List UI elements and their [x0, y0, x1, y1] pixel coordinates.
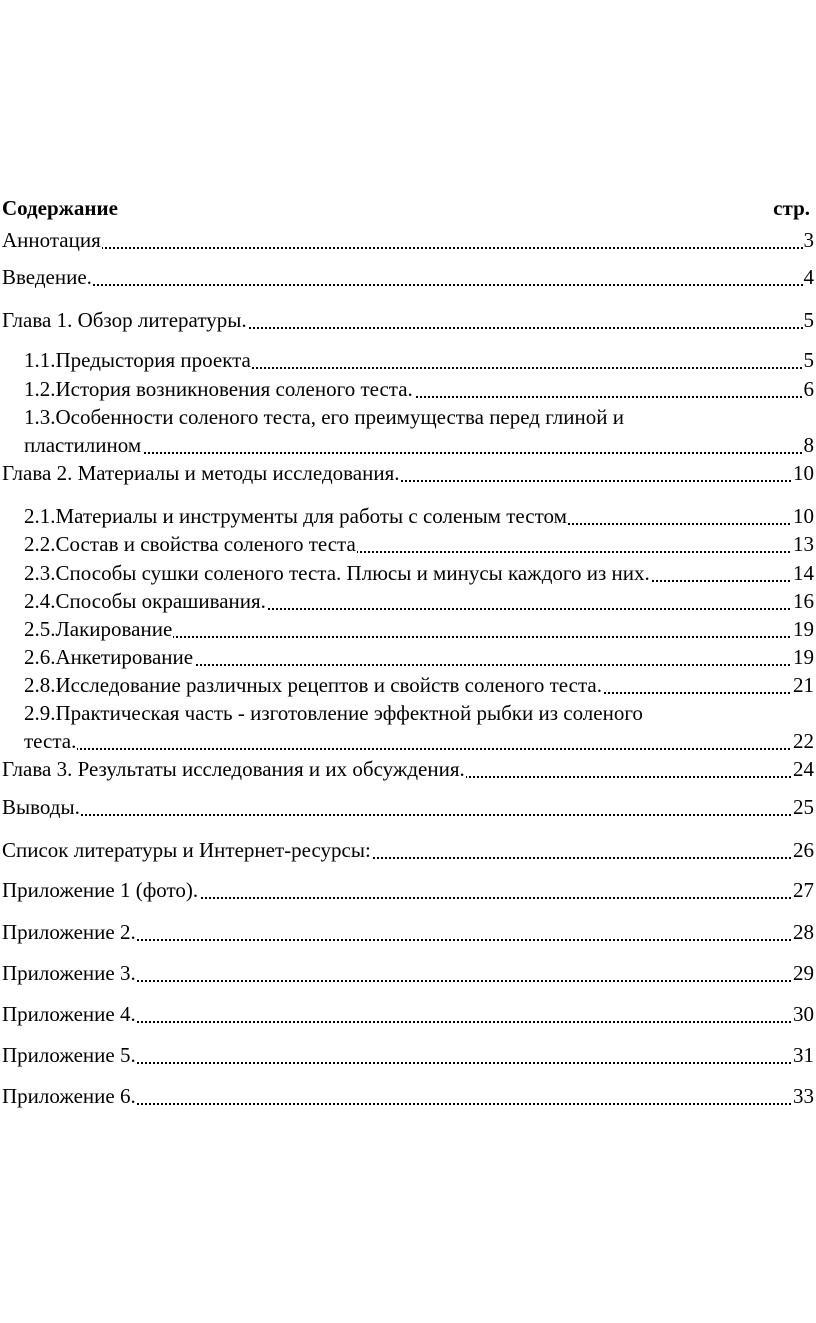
toc-entry[interactable] [2, 836, 814, 864]
toc-entry-page: 13 [793, 532, 814, 556]
toc-entry-page: 26 [793, 838, 814, 862]
toc-entry-page: 25 [793, 795, 814, 819]
toc-entry-text: пластилином [24, 433, 142, 457]
toc-entry[interactable] [24, 587, 814, 615]
toc-entry-text: Приложение 4. [2, 1002, 136, 1026]
toc-entry-text: Введение. [2, 265, 92, 289]
toc-entry-page: 24 [793, 757, 814, 781]
toc-entry-text: теста. [24, 729, 77, 753]
toc-entry-text: Приложение 2. [2, 920, 136, 944]
toc-entry-page: 31 [793, 1043, 814, 1067]
toc-entry[interactable] [2, 918, 814, 946]
toc-entry[interactable] [24, 375, 814, 403]
toc-entry-text: 2.2.Состав и свойства соленого теста [24, 532, 356, 556]
toc-entry-text: 2.8.Исследование различных рецептов и свойств соленого теста. [24, 673, 602, 697]
toc-entry-text: Глава 2. Материалы и методы исследования. [2, 461, 400, 485]
dot-leader [2, 282, 814, 286]
toc-entry[interactable] [2, 306, 814, 334]
toc-entry-page: 10 [793, 461, 814, 485]
toc-entry-text: 1.2.История возникновения соленого теста. [24, 377, 413, 401]
toc-entry[interactable] [24, 643, 814, 671]
toc-entry[interactable] [24, 615, 814, 643]
toc-entry-first-line: 1.3.Особенности соленого теста, его преимущества перед глиной и [24, 405, 624, 429]
toc-entry-text: 2.4.Способы окрашивания. [24, 589, 266, 613]
toc-entry[interactable] [2, 1082, 814, 1110]
toc-entry[interactable] [2, 263, 814, 291]
toc-entry[interactable] [2, 959, 814, 987]
toc-entry-page: 28 [793, 920, 814, 944]
dot-leader [24, 450, 814, 454]
toc-entry[interactable] [24, 559, 814, 587]
toc-entry-page: 30 [793, 1002, 814, 1026]
toc-entry-page: 33 [793, 1084, 814, 1108]
toc-entry[interactable] [2, 226, 814, 254]
toc-entry[interactable] [2, 1000, 814, 1028]
toc-entry[interactable] [2, 1041, 814, 1069]
toc-entry[interactable] [24, 346, 814, 374]
toc-entry-text: 2.1.Материалы и инструменты для работы с соленым тестом [24, 504, 567, 528]
toc-entry-page: 5 [803, 308, 814, 332]
dot-leader [24, 746, 814, 750]
toc-entry-text: 2.5.Лакирование [24, 617, 173, 641]
toc-entry-text: 2.3.Способы сушки соленого теста. Плюсы и минусы каждого из них. [24, 561, 650, 585]
toc-entry-text: Глава 1. Обзор литературы. [2, 308, 247, 332]
toc-entry-text: Приложение 5. [2, 1043, 136, 1067]
toc-entry-text: 2.6.Анкетирование [24, 645, 194, 669]
toc-entry-page: 29 [793, 961, 814, 985]
toc-entry[interactable] [24, 431, 814, 459]
page-column-label: стр. [773, 196, 810, 220]
toc-entry[interactable] [2, 755, 814, 783]
toc-entry-page: 16 [793, 589, 814, 613]
toc-entry-text: Глава 3. Результаты исследования и их обсуждения. [2, 757, 465, 781]
toc-entry-page: 8 [803, 433, 814, 457]
toc-entry-page: 21 [793, 673, 814, 697]
toc-entry-page: 22 [793, 729, 814, 753]
toc-entry-page: 3 [803, 228, 814, 252]
toc-entry-text: Выводы. [2, 795, 80, 819]
toc-entry-text: Список литературы и Интернет-ресурсы: [2, 838, 371, 862]
toc-title: Содержание [2, 196, 118, 220]
toc-entry-page: 19 [793, 645, 814, 669]
toc-entry-text: Аннотация [2, 228, 101, 252]
toc-entry[interactable] [2, 876, 814, 904]
toc-entry[interactable] [24, 727, 814, 755]
toc-entry-page: 14 [793, 561, 814, 585]
toc-entry-page: 19 [793, 617, 814, 641]
toc-entry-text: 1.1.Предыстория проекта [24, 348, 251, 372]
toc-entry[interactable] [24, 530, 814, 558]
toc-entry[interactable] [24, 671, 814, 699]
toc-entry[interactable] [2, 793, 814, 821]
toc-entry-first-line: 2.9.Практическая часть - изготовление эффектной рыбки из соленого [24, 701, 643, 725]
toc-entry-page: 6 [803, 377, 814, 401]
toc-entry-text: Приложение 3. [2, 961, 136, 985]
dot-leader [2, 812, 814, 816]
toc-entry[interactable] [2, 459, 814, 487]
toc-entry-text: Приложение 6. [2, 1084, 136, 1108]
toc-entry[interactable] [24, 502, 814, 530]
toc-entry-page: 27 [793, 878, 814, 902]
dot-leader [2, 245, 814, 249]
toc-entry-page: 10 [793, 504, 814, 528]
toc-entry-page: 5 [803, 348, 814, 372]
toc-header [2, 193, 810, 223]
toc-entry-page: 4 [803, 265, 814, 289]
toc-entry-text: Приложение 1 (фото). [2, 878, 199, 902]
